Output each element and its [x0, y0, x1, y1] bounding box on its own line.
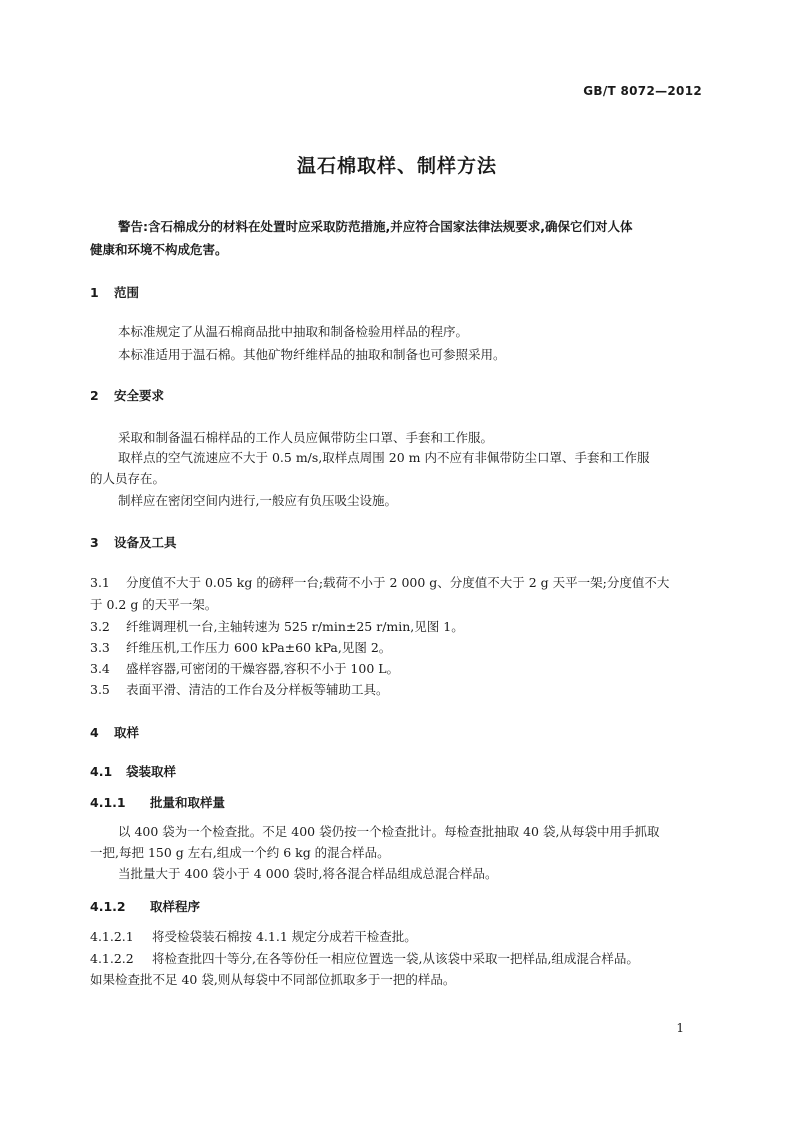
standard-number: GB/T 8072—2012 [583, 84, 702, 98]
paragraph: 本标准规定了从温石棉商品批中抽取和制备检验用样品的程序。 [118, 324, 469, 339]
section-1-heading [90, 283, 704, 303]
subsection-number: 4.1.1 [90, 795, 126, 810]
paragraph: 本标准适用于温石棉。其他矿物纤维样品的抽取和制备也可参照采用。 [118, 347, 506, 362]
clause-number: 3.2 [90, 619, 110, 634]
section-title: 范围 [114, 285, 140, 300]
warning-line-1: 警告:含石棉成分的材料在处置时应采取防范措施,并应符合国家法律法规要求,确保它们对人体 [118, 219, 633, 234]
page-number: 1 [676, 1021, 684, 1035]
clause-text: 将检查批四十等分,在各等份任一相应位置选一袋,从该袋中采取一把样品,组成混合样品。 [152, 951, 639, 966]
paragraph: 以 400 袋为一个检查批。不足 400 袋仍按一个检查批计。每检查批抽取 40 袋,从每袋中用手抓取 [118, 824, 660, 839]
paragraph: 当批量大于 400 袋小于 4 000 袋时,将各混合样品组成总混合样品。 [118, 866, 498, 881]
section-number: 3 [90, 535, 99, 550]
clause-4-1-2-2 [90, 949, 704, 969]
subsection-title: 袋装取样 [126, 764, 177, 779]
section-number: 1 [90, 285, 99, 300]
clause-3-2 [90, 617, 704, 637]
clause-text: 盛样容器,可密闭的干燥容器,容积不小于 100 L。 [126, 661, 400, 676]
section-4-heading [90, 723, 704, 743]
clause-3-4 [90, 659, 704, 679]
clause-3-3 [90, 638, 704, 658]
subsection-number: 4.1.2 [90, 899, 126, 914]
clause-text: 纤维调理机一台,主轴转速为 525 r/min±25 r/min,见图 1。 [126, 619, 464, 634]
clause-text: 表面平滑、清洁的工作台及分样板等辅助工具。 [126, 682, 389, 697]
clause-continuation: 于 0.2 g 的天平一架。 [90, 597, 218, 612]
document-title: 温石棉取样、制样方法 [296, 155, 497, 177]
clause-number: 4.1.2.2 [90, 951, 134, 966]
subsection-4-1-2-heading [90, 897, 704, 917]
clause-text: 将受检袋装石棉按 4.1.1 规定分成若干检查批。 [152, 929, 417, 944]
section-title: 取样 [114, 725, 140, 740]
section-number: 2 [90, 388, 99, 403]
subsection-number: 4.1 [90, 764, 113, 779]
clause-text: 分度值不大于 0.05 kg 的磅秤一台;载荷不小于 2 000 g、分度值不大于 2 g 天平一架;分度值不大 [126, 575, 670, 590]
subsection-title: 批量和取样量 [150, 795, 226, 810]
paragraph: 制样应在密闭空间内进行,一般应有负压吸尘设施。 [118, 493, 397, 508]
clause-text: 纤维压机,工作压力 600 kPa±60 kPa,见图 2。 [126, 640, 392, 655]
subsection-4-1-1-heading [90, 793, 704, 813]
paragraph: 取样点的空气流速应不大于 0.5 m/s,取样点周围 20 m 内不应有非佩带防尘口罩、手套和工作服 [118, 450, 650, 465]
paragraph-continuation: 一把,每把 150 g 左右,组成一个约 6 kg 的混合样品。 [90, 845, 390, 860]
subsection-4-1-heading [90, 762, 704, 782]
clause-number: 3.1 [90, 575, 110, 590]
warning-line-2: 健康和环境不构成危害。 [90, 242, 228, 257]
section-number: 4 [90, 725, 99, 740]
paragraph-continuation: 的人员存在。 [90, 471, 166, 486]
section-2-heading [90, 386, 704, 406]
clause-4-1-2-1 [90, 927, 704, 947]
clause-3-1 [90, 573, 704, 593]
clause-continuation: 如果检查批不足 40 袋,则从每袋中不同部位抓取多于一把的样品。 [90, 972, 456, 987]
section-title: 安全要求 [114, 388, 165, 403]
clause-number: 3.5 [90, 682, 110, 697]
paragraph: 采取和制备温石棉样品的工作人员应佩带防尘口罩、手套和工作服。 [118, 430, 494, 445]
clause-number: 4.1.2.1 [90, 929, 134, 944]
clause-number: 3.3 [90, 640, 110, 655]
clause-3-5 [90, 680, 704, 700]
section-title: 设备及工具 [114, 535, 177, 550]
section-3-heading [90, 533, 704, 553]
subsection-title: 取样程序 [150, 899, 201, 914]
clause-number: 3.4 [90, 661, 110, 676]
